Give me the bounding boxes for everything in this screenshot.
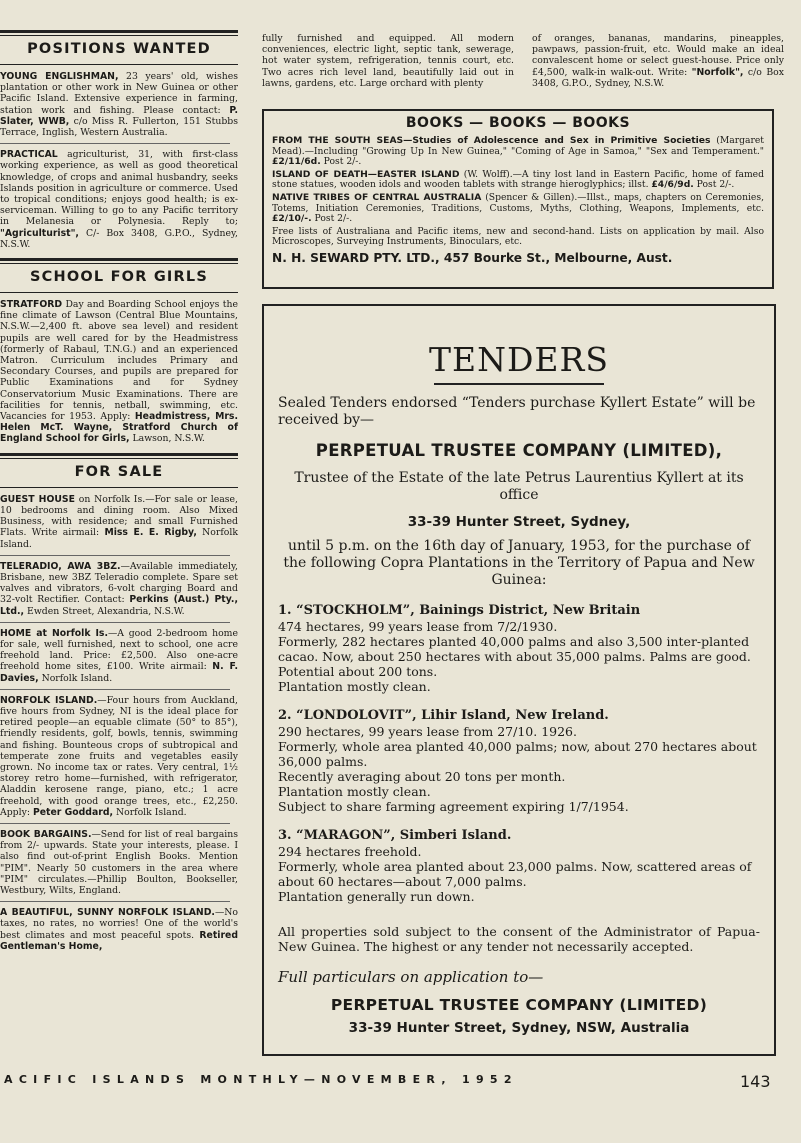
property-line: 294 hectares freehold.	[278, 844, 422, 859]
ad-tail: Norfolk Island.	[113, 806, 187, 818]
page-number: 143	[740, 1072, 771, 1091]
book-item	[272, 227, 764, 248]
ad-tail: Ewden Street, Alexandria, N.S.W.	[24, 605, 185, 617]
ad-contact: N. F. Davies,	[0, 661, 238, 684]
ad-contact: Retired Gentleman's Home,	[0, 929, 238, 952]
book-postage: Post 2/-.	[320, 156, 362, 168]
book-desc: (W. Wolff).—A tiny lost land in Eastern Pacific, home of famed stone statues, wooden idols and wooden tablets with strange hieroglyphics; illst.	[272, 168, 764, 191]
section-rule	[0, 30, 238, 36]
tenders-advertisement	[262, 304, 776, 1056]
ad-contact: Perkins (Aust.) Pty., Ltd.,	[0, 594, 238, 617]
classified-ad	[0, 561, 238, 617]
book-price: £2/10/-.	[272, 213, 312, 225]
ad-lead: HOME at Norfolk Is.	[0, 627, 108, 639]
section-rule	[0, 64, 238, 65]
property-heading: 2. “LONDOLOVIT”, Lihir Island, New Ireland.	[278, 708, 609, 723]
book-price: £2/11/6d.	[272, 156, 321, 168]
classified-ad	[0, 71, 238, 138]
property-line: 474 hectares, 99 years lease from 7/2/1930.	[278, 619, 558, 634]
section-rule	[0, 258, 238, 264]
book-item	[272, 170, 764, 191]
ad-contact: Headmistress, Mrs. Helen McT. Wayne, Stratford Church of England School for Girls,	[0, 411, 238, 445]
property-line: Plantation generally run down.	[278, 889, 475, 904]
ad-contact: "Agriculturist",	[0, 227, 79, 239]
classified-column	[0, 30, 238, 957]
classified-ad	[0, 695, 238, 818]
book-item	[272, 136, 764, 168]
company-name: PERPETUAL TRUSTEE COMPANY (LIMITED)	[330, 996, 708, 1014]
section-heading-positions-wanted: POSITIONS WANTED	[27, 41, 211, 57]
ad-tail: C/- Box 3408, G.P.O., Sydney, N.S.W.	[0, 227, 238, 250]
company-name: PERPETUAL TRUSTEE COMPANY (LIMITED),	[315, 441, 723, 460]
section-heading-school: SCHOOL FOR GIRLS	[30, 269, 208, 286]
ad-contact: Peter Goddard,	[32, 806, 114, 818]
ad-divider	[0, 143, 230, 144]
deadline-text: until 5 p.m. on the 16th day of January, 1953, for the purchase of the following Copra Plantations in the Territory of Papua and New Guinea:	[283, 538, 755, 588]
ad-tail: Norfolk Island.	[38, 672, 113, 684]
ad-tail: Lawson, N.S.W.	[129, 433, 205, 445]
property-line: Formerly, whole area planted 40,000 palms; now, about 270 hectares about 36,000 palms.	[278, 739, 757, 769]
book-title: FROM THE SOUTH SEAS—Studies of Adolescence and Sex in Primitive Societies	[272, 135, 711, 146]
ad-continuation: fully furnished and equipped. All modern conveniences, electric light, septic tank, sewerage, hot water system, refrigeration, tennis court, etc. Two acres rich level land, beautifully laid out in lawns, gardens, etc. Large orchard with plenty	[262, 33, 514, 89]
ad-text: agriculturist, 31, with first-class working experience, as well as good theoretical knowledge, of crops and animal husbandry, seeks Islands position in agriculture or commerce. Used to tropical conditions; enjoys good health; is ex-serviceman. Willing to go to any Pacific territory in Melanesia or Polynesia. Reply to;	[0, 149, 238, 228]
ad-text: of oranges, bananas, mandarins, pineapples, pawpaws, passion-fruit, etc. Would make an ideal convalescent home or select guest-house. Price only £4,500, walk-in walk-out. Write:	[532, 33, 784, 78]
book-desc: (Spencer & Gillen).—Illst., maps, chapters on Ceremonies, Totems, Initiation Ceremonies, Traditions, Customs, Myths, Clothing, Weapons, Implements, etc.	[272, 191, 764, 214]
section-heading-for-sale: FOR SALE	[74, 463, 164, 480]
section-rule	[0, 453, 238, 459]
property-line: Subject to share farming agreement expiring 1/7/1954.	[278, 799, 629, 814]
trustee-text: Trustee of the Estate of the late Petrus Laurentius Kyllert at its office	[294, 470, 744, 503]
property-heading: 3. “MARAGON”, Simberi Island.	[278, 828, 512, 843]
section-rule	[0, 292, 238, 293]
classified-ad	[0, 907, 238, 952]
book-price: £4/6/9d.	[651, 179, 694, 191]
ad-tail: c/o Miss R. Fullerton, 151 Stubbs Terrace, Inglish, Western Australia.	[0, 115, 238, 139]
books-advertisement	[262, 109, 774, 289]
title-rule	[434, 383, 604, 385]
ad-text: —Four hours from Auckland, five hours from Sydney, NI is the ideal place for retired people—an equable climate (50° to 85°), friendly residents, golf, bowls, tennis, swimming and fishing. Bounteous crops of subtropical and temperate zone fruits and vegetables easily grown. No income tax or rates. Very central, 1½ storey retro home—furnished, with refrigerator, Aladdin kerosene range, piano, etc.; 1 acre freehold, with good orange trees, etc., £2,250. Apply:	[0, 694, 238, 818]
ad-lead: A BEAUTIFUL, SUNNY NORFOLK ISLAND.	[0, 907, 215, 919]
ad-contact: Miss E. E. Rigby,	[104, 527, 197, 539]
classified-ad	[0, 149, 238, 250]
ad-lead: YOUNG ENGLISHMAN,	[0, 71, 119, 82]
section-rule	[0, 487, 238, 488]
tenders-notice: All properties sold subject to the consent of the Administrator of Papua-New Guinea. The highest or any tender not necessarily accepted.	[278, 924, 760, 954]
ad-divider	[0, 555, 230, 556]
ad-lead: NORFOLK ISLAND.	[0, 694, 98, 706]
tenders-intro: Sealed Tenders endorsed “Tenders purchase Kyllert Estate” will be received by—	[278, 395, 756, 428]
property-line: Formerly, whole area planted about 23,000 palms. Now, scattered areas of about 60 hectares—about 7,000 palms.	[278, 859, 752, 889]
ad-text: —Available immediately, Brisbane, new 3BZ Teleradio complete. Spare set valves and vibrators, 6-volt charging Board and 32-volt Rectifier. Contact:	[0, 560, 239, 606]
ad-text: —A good 2-bedroom home for sale, well furnished, next to school, one acre freehold land. Price: £2,500. Also one-acre freehold home sites, £100. Write airmail:	[0, 627, 238, 673]
book-desc: (Margaret Mead).—Including "Growing Up In New Guinea," "Coming of Age in Samoa," "Sex and Temperament."	[272, 135, 764, 157]
book-postage: Post 2/-.	[693, 179, 735, 191]
ad-text: Day and Boarding School enjoys the fine climate of Lawson (Central Blue Mountains, N.S.W.—2,400 ft. above sea level) and resident pupils are well cared for by the Headmistress (formerly of Rabaul, T.N.G.) and an experienced Matron. Curriculum includes Primary and Secondary Courses, and pupils are prepared for Public Examinations and for Sydney Conservatorium Music Examinations. There are facilities for tennis, netball, swimming, etc. Vacancies for 1953. Apply:	[0, 299, 238, 423]
classified-ad	[0, 829, 238, 896]
ad-lead: PRACTICAL	[0, 149, 58, 161]
book-item	[272, 193, 764, 225]
property-line: Formerly, 282 hectares planted 40,000 palms and also 3,500 inter-planted cacao. Now, about 250 hectares with about 35,000 palms. Palms are good. Potential about 200 tons.	[278, 634, 751, 679]
classified-ad	[0, 299, 238, 445]
ad-contact: "Norfolk",	[691, 66, 744, 78]
classified-ad	[0, 628, 238, 684]
ad-divider	[0, 622, 230, 623]
book-title: NATIVE TRIBES OF CENTRAL AUSTRALIA	[272, 191, 482, 203]
book-postage: Post 2/-.	[311, 213, 353, 225]
property-line: Recently averaging about 20 tons per month.	[278, 769, 566, 784]
ad-continuation	[532, 33, 784, 89]
ad-contact: P. Slater, WWB,	[0, 104, 238, 127]
tenders-title: TENDERS	[429, 340, 609, 379]
company-address: 33-39 Hunter Street, Sydney,	[407, 514, 631, 530]
ad-tail: Norfolk Island.	[0, 527, 238, 550]
property-line: Plantation mostly clean.	[278, 679, 431, 694]
property-listing	[278, 828, 760, 904]
company-address: 33-39 Hunter Street, Sydney, NSW, Australia	[348, 1020, 690, 1036]
ad-text: on Norfolk Is.—For sale or lease, 10 bedrooms and dining room. Also Mixed Business, with residence; and small Furnished Flats. Write airmail:	[0, 493, 238, 539]
property-line: 290 hectares, 99 years lease from 27/10. 1926.	[278, 724, 577, 739]
property-listing	[278, 603, 760, 694]
ad-divider	[0, 823, 230, 824]
ad-text: —No taxes, no rates, no worries! One of the world's best climates and most peaceful spots.	[0, 907, 238, 941]
books-title: BOOKS — BOOKS — BOOKS	[405, 115, 631, 131]
property-line: Plantation mostly clean.	[278, 784, 431, 799]
property-listing	[278, 708, 760, 814]
ad-lead: STRATFORD	[0, 299, 63, 311]
ad-divider	[0, 901, 230, 902]
books-seller: N. H. SEWARD PTY. LTD., 457 Bourke St., Melbourne, Aust.	[272, 250, 673, 265]
book-desc: Free lists of Australiana and Pacific items, new and second-hand. Lists on application by mail. Also Microscopes, Surveying Instruments, Binoculars, etc.	[272, 225, 764, 248]
classified-ad	[0, 494, 238, 550]
ad-text: 23 years' old, wishes plantation or other work in New Guinea or other Pacific Island. Extensive experience in farming, station work and fishing. Please contact:	[0, 71, 238, 116]
ad-lead: GUEST HOUSE	[0, 493, 75, 505]
ad-lead: BOOK BARGAINS.	[0, 828, 92, 840]
book-title: ISLAND OF DEATH—EASTER ISLAND	[272, 168, 460, 180]
property-heading: 1. “STOCKHOLM”, Bainings District, New Britain	[278, 603, 641, 618]
ad-lead: TELERADIO, AWA 3BZ.	[0, 560, 121, 572]
ad-divider	[0, 689, 230, 690]
ad-text: —Send for list of real bargains from 2/- upwards. State your interests, please. I also find out-of-print English Books. Mention "PIM". Nearly 50 customers in the area where "PIM" circulates.—Phillip Boulton, Bookseller, Westbury, Wilts, England.	[0, 828, 238, 896]
full-particulars: Full particulars on application to—	[278, 968, 544, 986]
running-footer: ACIFIC ISLANDS MONTHLY—NOVEMBER, 1952	[4, 1073, 518, 1086]
ad-tail: c/o Box 3408, G.P.O., Sydney, N.S.W.	[532, 66, 784, 89]
